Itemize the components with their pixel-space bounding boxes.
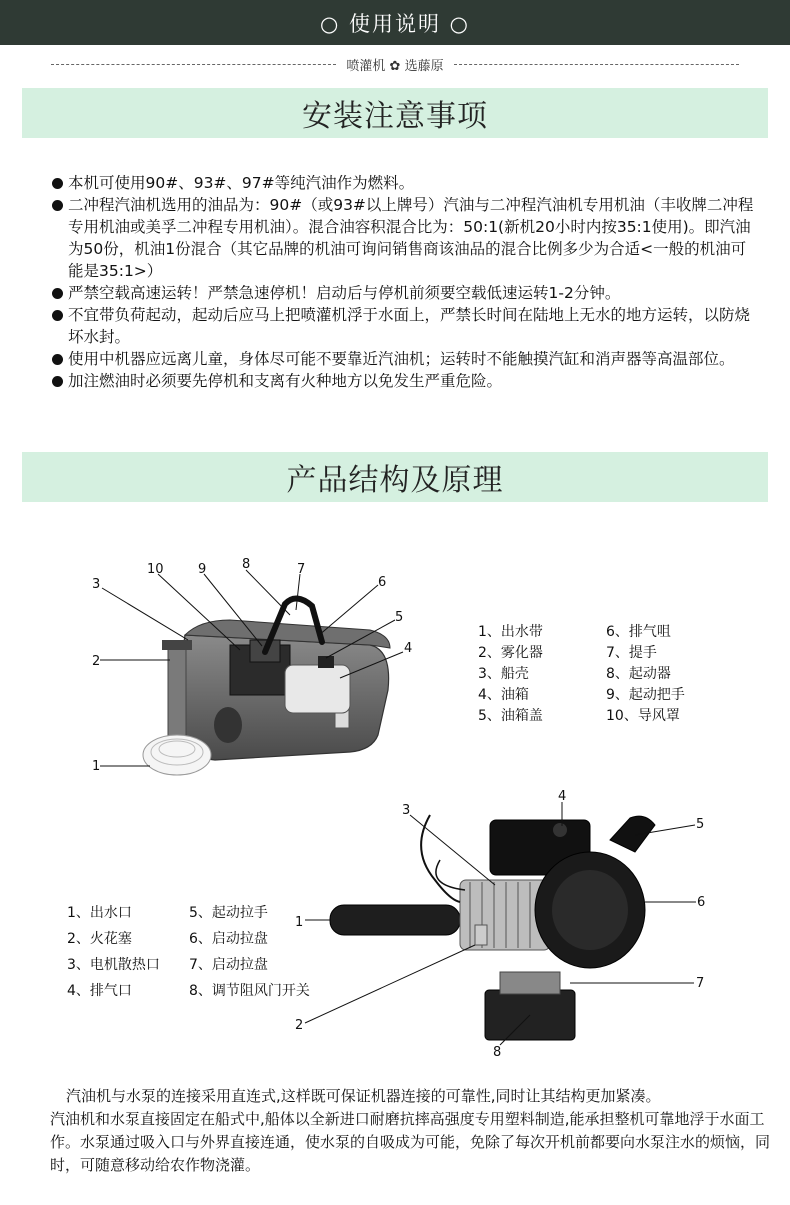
header-title: ○ 使用说明 ○ (320, 11, 470, 36)
diagram2-callout-3: 3 (402, 803, 411, 818)
diagram2-legend (67, 899, 310, 1003)
note-item: 加注燃油时必须要先停机和支离有火种地方以免发生严重危险。 (50, 370, 760, 392)
section-title-text: 安装注意事项 (302, 99, 488, 134)
note-item: 不宜带负荷起动，起动后应马上把喷灌机浮于水面上，严禁长时间在陆地上无水的地方运转，以防烧坏水封。 (50, 304, 760, 348)
description-paragraph: 汽油机与水泵的连接采用直连式,这样既可保证机器连接的可靠性,同时让其结构更加紧凑。 (66, 1087, 661, 1105)
legend-item: 7、启动拉盘 (189, 957, 268, 973)
pull-handle (610, 816, 655, 852)
legend-item: 10、导风罩 (606, 707, 680, 724)
diagram1-callout-7: 7 (297, 562, 306, 577)
diagram2-callout-8: 8 (493, 1045, 502, 1060)
legend-item: 5、起动拉手 (189, 905, 268, 921)
diagram1-callout-3: 3 (92, 577, 101, 592)
outlet-tube (330, 905, 460, 935)
legend-item: 3、电机散热口 (67, 957, 160, 973)
diagram1-callout-1: 1 (92, 759, 101, 774)
section-title-installation (22, 88, 768, 138)
note-item: 使用中机器应远离儿童，身体尽可能不要靠近汽油机；运转时不能触摸汽缸和消声器等高温部位。 (50, 348, 760, 370)
diagram1-callout-6: 6 (378, 575, 387, 590)
page-header (0, 0, 790, 45)
note-item: 本机可使用90#、93#、97#等纯汽油作为燃料。 (50, 172, 760, 194)
legend-item: 1、出水带 (478, 623, 543, 640)
legend-item: 4、油箱 (478, 686, 529, 703)
legend-item: 8、起动器 (606, 665, 671, 682)
legend-item: 5、油箱盖 (478, 707, 543, 724)
diagram1-legend (478, 620, 685, 725)
diagram1-callout-4: 4 (404, 641, 413, 656)
diagram2-callout-4: 4 (558, 789, 567, 804)
sprayer-boat-illustration (0, 560, 440, 800)
legend-item: 7、提手 (606, 644, 657, 661)
legend-item: 8、调节阻风门开关 (189, 983, 310, 999)
engine-illustration (290, 790, 710, 1060)
fuel-tank (285, 665, 350, 713)
legend-item: 6、排气咀 (606, 623, 671, 640)
legend-item: 2、雾化器 (478, 644, 543, 661)
section-title-structure (22, 452, 768, 502)
description-paragraph: 汽油机和水泵直接固定在船式中,船体以全新进口耐磨抗摔高强度专用塑料制造,能承担整机可靠地浮于水面工作。水泵通过吸入口与外界直接连通，使水泵的自吸成为可能，免除了每次开机前都要向水泵注水的烦恼，同时，可随意移动给农作物浇灌。 (50, 1110, 771, 1174)
hull-window (214, 707, 242, 743)
note-item: 二冲程汽油机选用的油品为：90#（或93#以上牌号）汽油与二冲程汽油机专用机油（丰收牌二冲程专用机油或美孚二冲程专用机油）。混合油容积混合比为：50:1(新机20小时内按35:1使用)。即汽油为50份，机油1份混合（其它品牌的机油可询问销售商该油品的混合比例多少为合适<一般的机油可能是35:1>） (50, 194, 760, 282)
diagram2-callout-1: 1 (295, 915, 304, 930)
note-item: 严禁空载高速运转！严禁急速停机！启动后与停机前须要空载低速运转1-2分钟。 (50, 282, 760, 304)
diagram1-callout-2: 2 (92, 654, 101, 669)
diagram2-callout-6: 6 (697, 895, 706, 910)
diagram1-callout-9: 9 (198, 562, 207, 577)
diagram2-callout-2: 2 (295, 1018, 304, 1033)
diagram1-callout-10: 10 (147, 562, 164, 577)
installation-notes (50, 172, 760, 392)
subheader (0, 52, 790, 76)
divider-left (51, 64, 336, 65)
diagram2-callout-7: 7 (696, 976, 705, 991)
section-title-text: 产品结构及原理 (286, 463, 504, 498)
legend-item: 9、起动把手 (606, 686, 685, 703)
divider-right (454, 64, 739, 65)
legend-item: 4、排气口 (67, 983, 132, 999)
legend-item: 3、船壳 (478, 665, 529, 682)
legend-item: 6、启动拉盘 (189, 931, 268, 947)
diagram1-callout-8: 8 (242, 557, 251, 572)
legend-item: 1、出水口 (67, 905, 132, 921)
diagram1-callout-5: 5 (395, 610, 404, 625)
diagram2-callout-5: 5 (696, 817, 705, 832)
structure-description (50, 1085, 770, 1177)
legend-item: 2、火花塞 (67, 931, 132, 947)
subheader-text: 喷灌机 ✿ 选藤原 (346, 58, 444, 74)
